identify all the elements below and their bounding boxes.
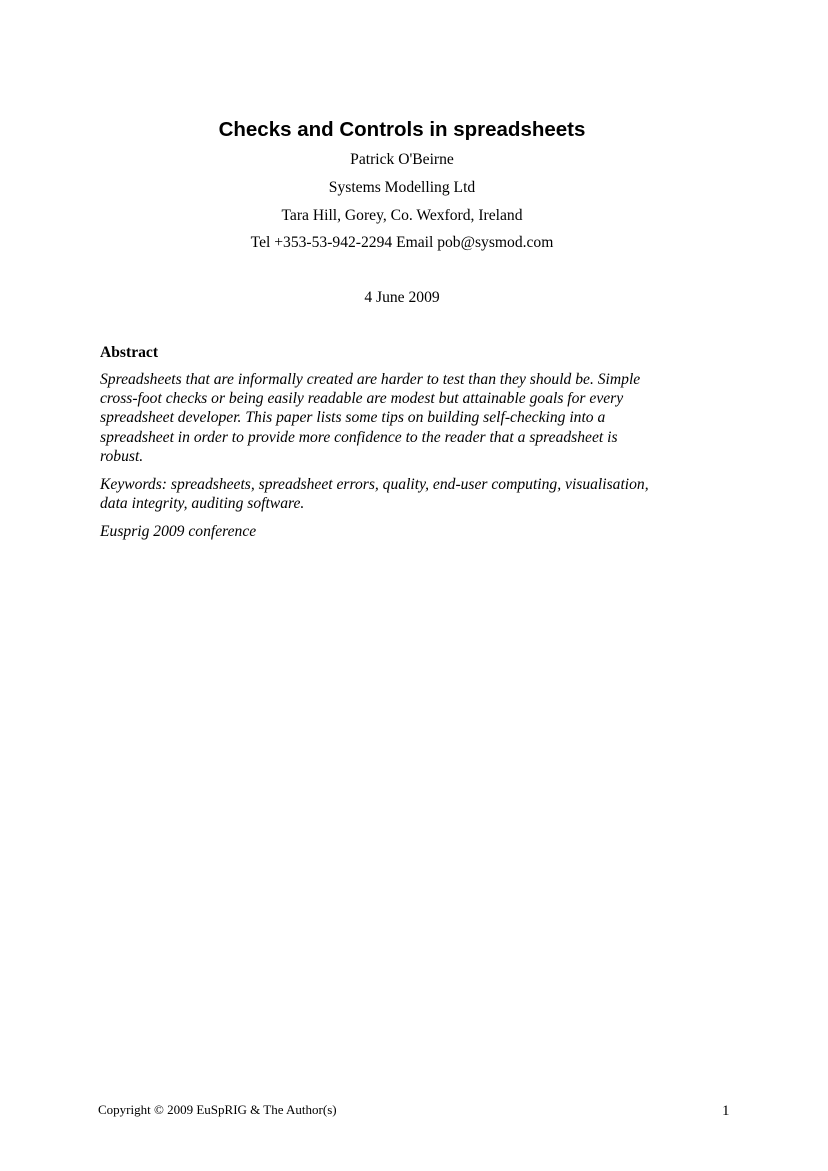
abstract-heading: Abstract <box>100 344 159 361</box>
conference-note: Eusprig 2009 conference <box>100 523 257 540</box>
abstract-text-line: spreadsheet in order to provide more confidence to the reader that a spreadsheet is <box>100 429 618 446</box>
keywords-line: Keywords: spreadsheets, spreadsheet errors, quality, end-user computing, visualisation, <box>100 476 649 493</box>
page-number: 1 <box>722 1103 730 1119</box>
author-name: Patrick O'Beirne <box>350 151 454 168</box>
author-affiliation: Systems Modelling Ltd <box>328 179 476 196</box>
abstract-text-line: robust. <box>100 448 144 465</box>
paper-title: Checks and Controls in spreadsheets <box>218 118 586 141</box>
footer-copyright: Copyright © 2009 EuSpRIG & The Author(s) <box>98 1102 337 1117</box>
abstract-text-line: Spreadsheets that are informally created are harder to test than they should be. Simple <box>100 371 641 388</box>
author-address: Tara Hill, Gorey, Co. Wexford, Ireland <box>281 207 523 224</box>
keywords-line: data integrity, auditing software. <box>100 495 305 512</box>
abstract-text-line: cross-foot checks or being easily readable are modest but attainable goals for every <box>100 390 624 407</box>
author-contact: Tel +353-53-942-2294 Email pob@sysmod.com <box>250 234 554 251</box>
abstract-text-line: spreadsheet developer. This paper lists some tips on building self-checking into a <box>100 409 606 426</box>
paper-date: 4 June 2009 <box>364 289 440 306</box>
